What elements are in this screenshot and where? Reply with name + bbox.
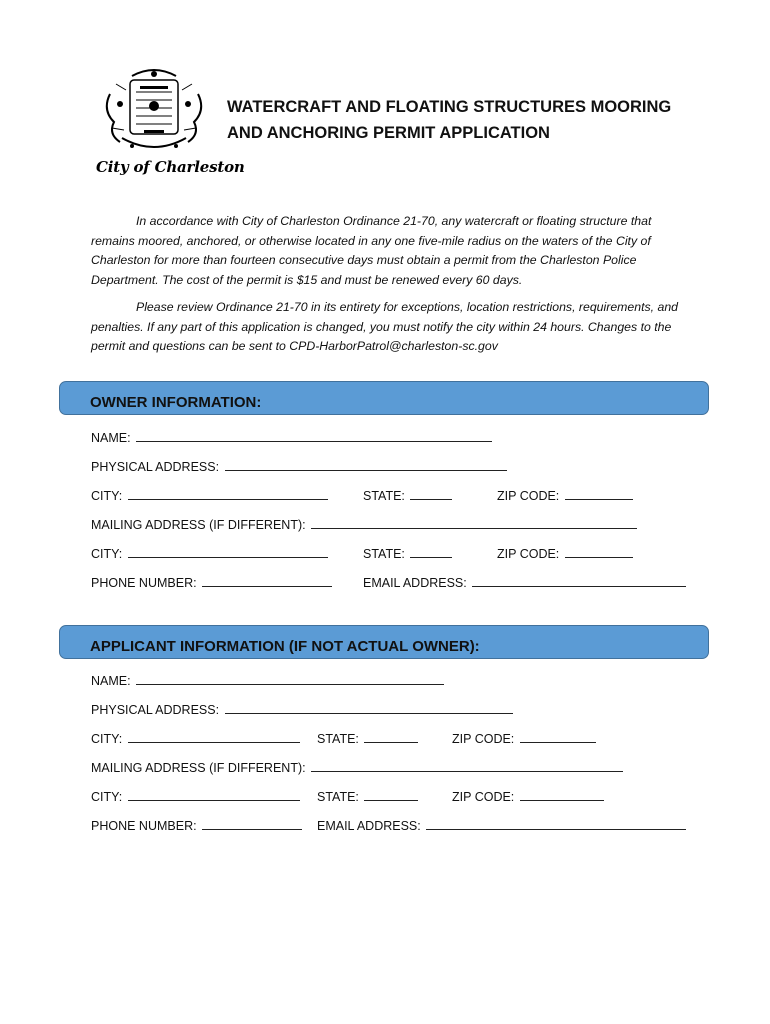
owner-phone-field[interactable]: [91, 575, 332, 590]
applicant-phone-label: PHONE NUMBER:: [91, 819, 197, 833]
owner-name-row: [91, 430, 711, 448]
owner-physical-address-line[interactable]: [225, 459, 507, 471]
applicant-mailing-address-line[interactable]: [311, 760, 623, 772]
city-seal-icon: [92, 64, 216, 160]
owner-city-row: [91, 488, 711, 506]
title-line-2: AND ANCHORING PERMIT APPLICATION: [227, 124, 550, 142]
applicant-state2-field[interactable]: [317, 789, 418, 804]
intro-paragraph-1: [91, 212, 681, 290]
applicant-email-line[interactable]: [426, 818, 686, 830]
owner-city2-label: CITY:: [91, 547, 123, 561]
applicant-section-title: APPLICANT INFORMATION (IF NOT ACTUAL OWNER):: [90, 638, 480, 655]
applicant-physical-address-line[interactable]: [225, 702, 513, 714]
page-title: [227, 94, 707, 146]
applicant-physical-address-field[interactable]: [91, 702, 513, 717]
applicant-name-field[interactable]: [91, 673, 444, 688]
applicant-physical-address-label: PHYSICAL ADDRESS:: [91, 703, 220, 717]
applicant-mailing-address-row: [91, 760, 711, 778]
applicant-state-label: STATE:: [317, 732, 359, 746]
applicant-contact-row: [91, 818, 711, 836]
applicant-city-line[interactable]: [128, 731, 300, 743]
applicant-city-field[interactable]: [91, 731, 300, 746]
owner-mailing-address-label: MAILING ADDRESS (IF DIFFERENT):: [91, 518, 306, 532]
owner-city-label: CITY:: [91, 489, 123, 503]
owner-section-header: [59, 381, 709, 415]
applicant-city-label: CITY:: [91, 732, 123, 746]
city-seal-logo: [92, 64, 245, 186]
owner-name-field[interactable]: [91, 430, 492, 445]
applicant-name-label: NAME:: [91, 674, 131, 688]
applicant-state-field[interactable]: [317, 731, 418, 746]
owner-mailing-address-row: [91, 517, 711, 535]
owner-zip-label: ZIP CODE:: [497, 489, 560, 503]
owner-contact-row: [91, 575, 711, 593]
owner-physical-address-field[interactable]: [91, 459, 507, 474]
owner-mailing-address-line[interactable]: [311, 517, 637, 529]
owner-zip2-line[interactable]: [565, 546, 633, 558]
applicant-state2-label: STATE:: [317, 790, 359, 804]
applicant-zip-label: ZIP CODE:: [452, 732, 515, 746]
applicant-city2-line[interactable]: [128, 789, 300, 801]
applicant-zip-field[interactable]: [452, 731, 596, 746]
applicant-zip2-field[interactable]: [452, 789, 604, 804]
owner-city2-row: [91, 546, 711, 564]
applicant-email-field[interactable]: [317, 818, 686, 833]
owner-state-field[interactable]: [363, 488, 452, 503]
owner-state2-label: STATE:: [363, 547, 405, 561]
owner-phone-label: PHONE NUMBER:: [91, 576, 197, 590]
title-line-1: WATERCRAFT AND FLOATING STRUCTURES MOORING: [227, 98, 672, 116]
owner-city-field[interactable]: [91, 488, 328, 503]
city-script-signature: City of Charleston: [96, 158, 245, 176]
owner-email-label: EMAIL ADDRESS:: [363, 576, 467, 590]
owner-zip2-field[interactable]: [497, 546, 633, 561]
owner-name-line[interactable]: [136, 430, 492, 442]
applicant-name-line[interactable]: [136, 673, 444, 685]
applicant-section-header: [59, 625, 709, 659]
owner-city2-field[interactable]: [91, 546, 328, 561]
owner-zip2-label: ZIP CODE:: [497, 547, 560, 561]
owner-section-title: OWNER INFORMATION:: [90, 394, 262, 411]
applicant-zip-line[interactable]: [520, 731, 596, 743]
intro-paragraph-2: [91, 298, 681, 357]
applicant-city2-row: [91, 789, 711, 807]
owner-state2-field[interactable]: [363, 546, 452, 561]
owner-mailing-address-field[interactable]: [91, 517, 637, 532]
owner-zip-field[interactable]: [497, 488, 633, 503]
applicant-zip2-label: ZIP CODE:: [452, 790, 515, 804]
applicant-phone-line[interactable]: [202, 818, 302, 830]
owner-state-label: STATE:: [363, 489, 405, 503]
intro-text-1: In accordance with City of Charleston Ordinance 21-70, any watercraft or floating structure that remains moored, anchored, or otherwise located in any one five-mile radius on the waters of the City of Charleston for more than fourteen consecutive days must obtain a permit from the Charleston Police Department. The cost of the permit is $15 and must be renewed every 60 days.: [91, 214, 652, 287]
applicant-city2-label: CITY:: [91, 790, 123, 804]
owner-city2-line[interactable]: [128, 546, 328, 558]
applicant-city2-field[interactable]: [91, 789, 300, 804]
applicant-phone-field[interactable]: [91, 818, 302, 833]
applicant-city-row: [91, 731, 711, 749]
owner-phone-line[interactable]: [202, 575, 332, 587]
applicant-state-line[interactable]: [364, 731, 418, 743]
owner-email-line[interactable]: [472, 575, 686, 587]
owner-email-field[interactable]: [363, 575, 686, 590]
owner-zip-line[interactable]: [565, 488, 633, 500]
applicant-name-row: [91, 673, 711, 691]
owner-state2-line[interactable]: [410, 546, 452, 558]
intro-text-2: Please review Ordinance 21-70 in its entirety for exceptions, location restrictions, requirements, and penalties. If any part of this application is changed, you must notify the city within 24 hours. Changes to the permit and questions can be sent to CPD-HarborPatrol@charleston-sc.gov: [91, 300, 679, 353]
applicant-zip2-line[interactable]: [520, 789, 604, 801]
applicant-email-label: EMAIL ADDRESS:: [317, 819, 421, 833]
applicant-mailing-address-field[interactable]: [91, 760, 623, 775]
owner-state-line[interactable]: [410, 488, 452, 500]
owner-physical-address-row: [91, 459, 711, 477]
applicant-physical-address-row: [91, 702, 711, 720]
owner-name-label: NAME:: [91, 431, 131, 445]
applicant-mailing-address-label: MAILING ADDRESS (IF DIFFERENT):: [91, 761, 306, 775]
applicant-state2-line[interactable]: [364, 789, 418, 801]
owner-city-line[interactable]: [128, 488, 328, 500]
owner-physical-address-label: PHYSICAL ADDRESS:: [91, 460, 220, 474]
